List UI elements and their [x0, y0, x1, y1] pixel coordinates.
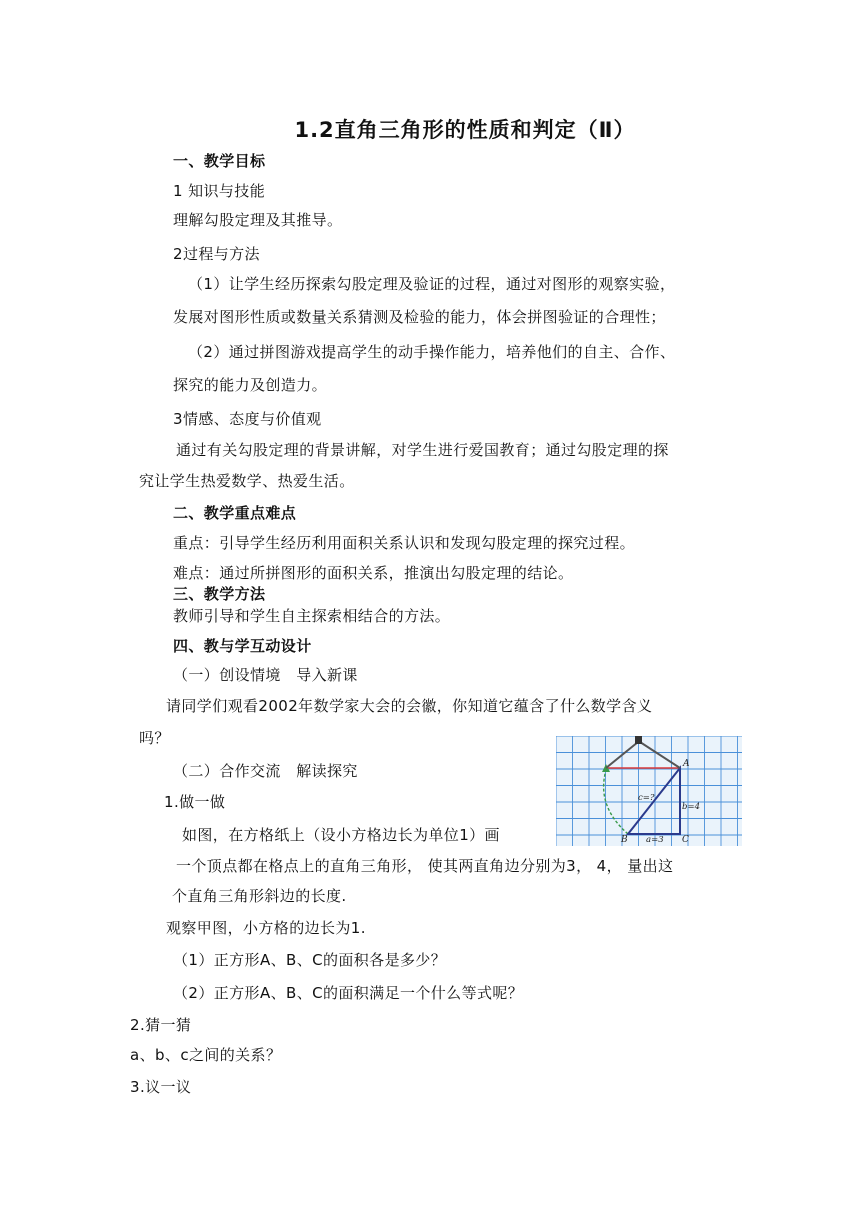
section-heading-interaction: 四、教与学互动设计 — [173, 637, 312, 655]
discuss-label: 3.议一议 — [130, 1078, 192, 1096]
section-heading-method: 三、教学方法 — [173, 585, 266, 603]
do-text-a: 如图，在方格纸上（设小方格边长为单位1）画 — [182, 826, 500, 844]
section-heading-objectives: 一、教学目标 — [173, 152, 266, 170]
do-text-b: 一个顶点都在格点上的直角三角形， 使其两直角边分别为3， 4， 量出这 — [176, 857, 674, 875]
do-text-c: 个直角三角形斜边的长度. — [172, 887, 347, 905]
guess-label: 2.猜一猜 — [130, 1016, 192, 1034]
label-hypotenuse: c=? — [638, 793, 655, 803]
question-1: （1）正方形A、B、C的面积各是多少？ — [173, 951, 447, 969]
process-item-1a: （1）让学生经历探索勾股定理及验证的过程，通过对图形的观察实验， — [188, 275, 676, 293]
subsection-explore: （二）合作交流 解读探究 — [173, 762, 358, 780]
emotion-text-a: 通过有关勾股定理的背景讲解，对学生进行爱国教育；通过勾股定理的探 — [176, 441, 669, 459]
difficulty: 难点：通过所拼图形的面积关系，推演出勾股定理的结论。 — [173, 564, 574, 582]
method-text: 教师引导和学生自主探索相结合的方法。 — [173, 607, 451, 625]
label-leg-b: b=4 — [682, 802, 700, 812]
label-C: C — [682, 835, 689, 845]
emotion-text-b: 究让学生热爱数学、热爱生活。 — [139, 472, 355, 490]
process-label: 2过程与方法 — [173, 245, 260, 263]
do-label: 1.做一做 — [164, 793, 226, 811]
question-2: （2）正方形A、B、C的面积满足一个什么等式呢？ — [173, 984, 524, 1002]
emotion-label: 3情感、态度与价值观 — [173, 410, 322, 428]
process-item-1b: 发展对图形性质或数量关系猜测及检验的能力，体会拼图验证的合理性； — [173, 308, 666, 326]
page-title: 1.2直角三角形的性质和判定（Ⅱ） — [294, 118, 636, 142]
label-B: B — [621, 835, 628, 845]
knowledge-text: 理解勾股定理及其推导。 — [173, 211, 343, 229]
observe-text: 观察甲图，小方格的边长为1. — [166, 919, 366, 937]
subsection-intro: （一）创设情境 导入新课 — [173, 666, 358, 684]
section-heading-keypoints: 二、教学重点难点 — [173, 504, 297, 522]
right-triangle-grid-figure — [556, 736, 742, 846]
label-leg-a: a=3 — [646, 835, 664, 845]
knowledge-label: 1 知识与技能 — [173, 182, 266, 200]
intro-text-b: 吗？ — [139, 729, 170, 747]
compass-head — [635, 736, 642, 744]
process-item-2a: （2）通过拼图游戏提高学生的动手操作能力，培养他们的自主、合作、 — [188, 343, 676, 361]
intro-text-a: 请同学们观看2002年数学家大会的会徽，你知道它蕴含了什么数学含义 — [166, 697, 653, 715]
guess-text: a、b、c之间的关系？ — [130, 1046, 282, 1064]
key-point: 重点：引导学生经历利用面积关系认识和发现勾股定理的探究过程。 — [173, 534, 636, 552]
label-A: A — [683, 759, 690, 769]
process-item-2b: 探究的能力及创造力。 — [173, 376, 328, 394]
